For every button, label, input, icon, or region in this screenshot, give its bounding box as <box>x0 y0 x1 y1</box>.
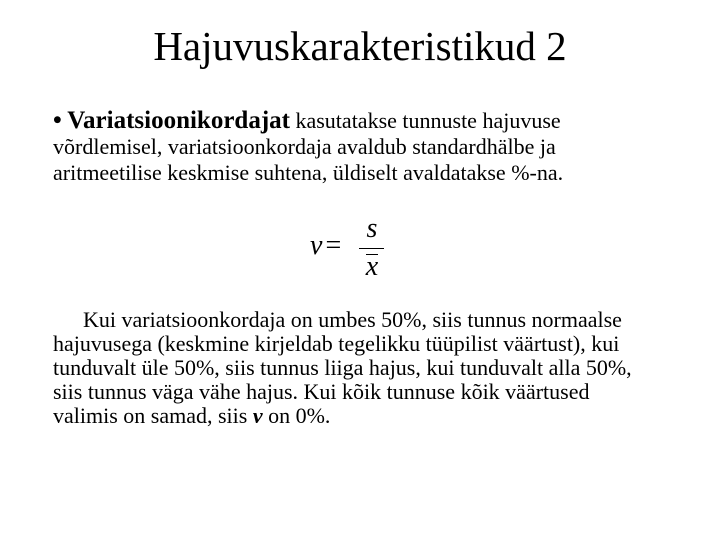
paragraph-text-before: Kui variatsioonkordaja on umbes 50%, siis tunnus normaalse hajuvusega (keskmine kirjeldab tegelikku tüüpilist väärtust), kui tunduvalt üle 50%, siis tunnus liiga hajus, kui tunduvalt alla 50%, siis tunnus väga vähe hajus. Kui kõik tunnuse kõik väärtused valimis on samad, siis <box>53 307 632 428</box>
formula-variable-v: v <box>310 230 323 261</box>
formula-lhs <box>310 230 341 262</box>
slide-title: Hajuvuskarakteristikud 2 <box>153 23 567 69</box>
formula-fraction <box>358 213 386 284</box>
bullet-lead-term: Variatsioonikordajat <box>67 107 290 134</box>
bullet-text: kasutatakse tunnuste hajuvuse võrdlemisel, variatsioonkordaja avaldub standardhälbe ja aritmeetilise keskmise suhtena, üldiselt avaldatakse %-na. <box>53 108 564 185</box>
formula-numerator: s <box>366 213 378 244</box>
fraction-bar <box>359 248 384 249</box>
formula-denominator: x <box>365 251 379 282</box>
bullet-marker: • <box>53 107 62 134</box>
interpretation-paragraph <box>53 308 633 428</box>
paragraph-text-after: on 0%. <box>268 403 331 428</box>
paragraph-variable-v: v <box>252 403 263 428</box>
bullet-paragraph <box>53 108 653 186</box>
formula-equals-sign: = <box>325 230 342 261</box>
variation-coefficient-formula <box>310 213 390 284</box>
